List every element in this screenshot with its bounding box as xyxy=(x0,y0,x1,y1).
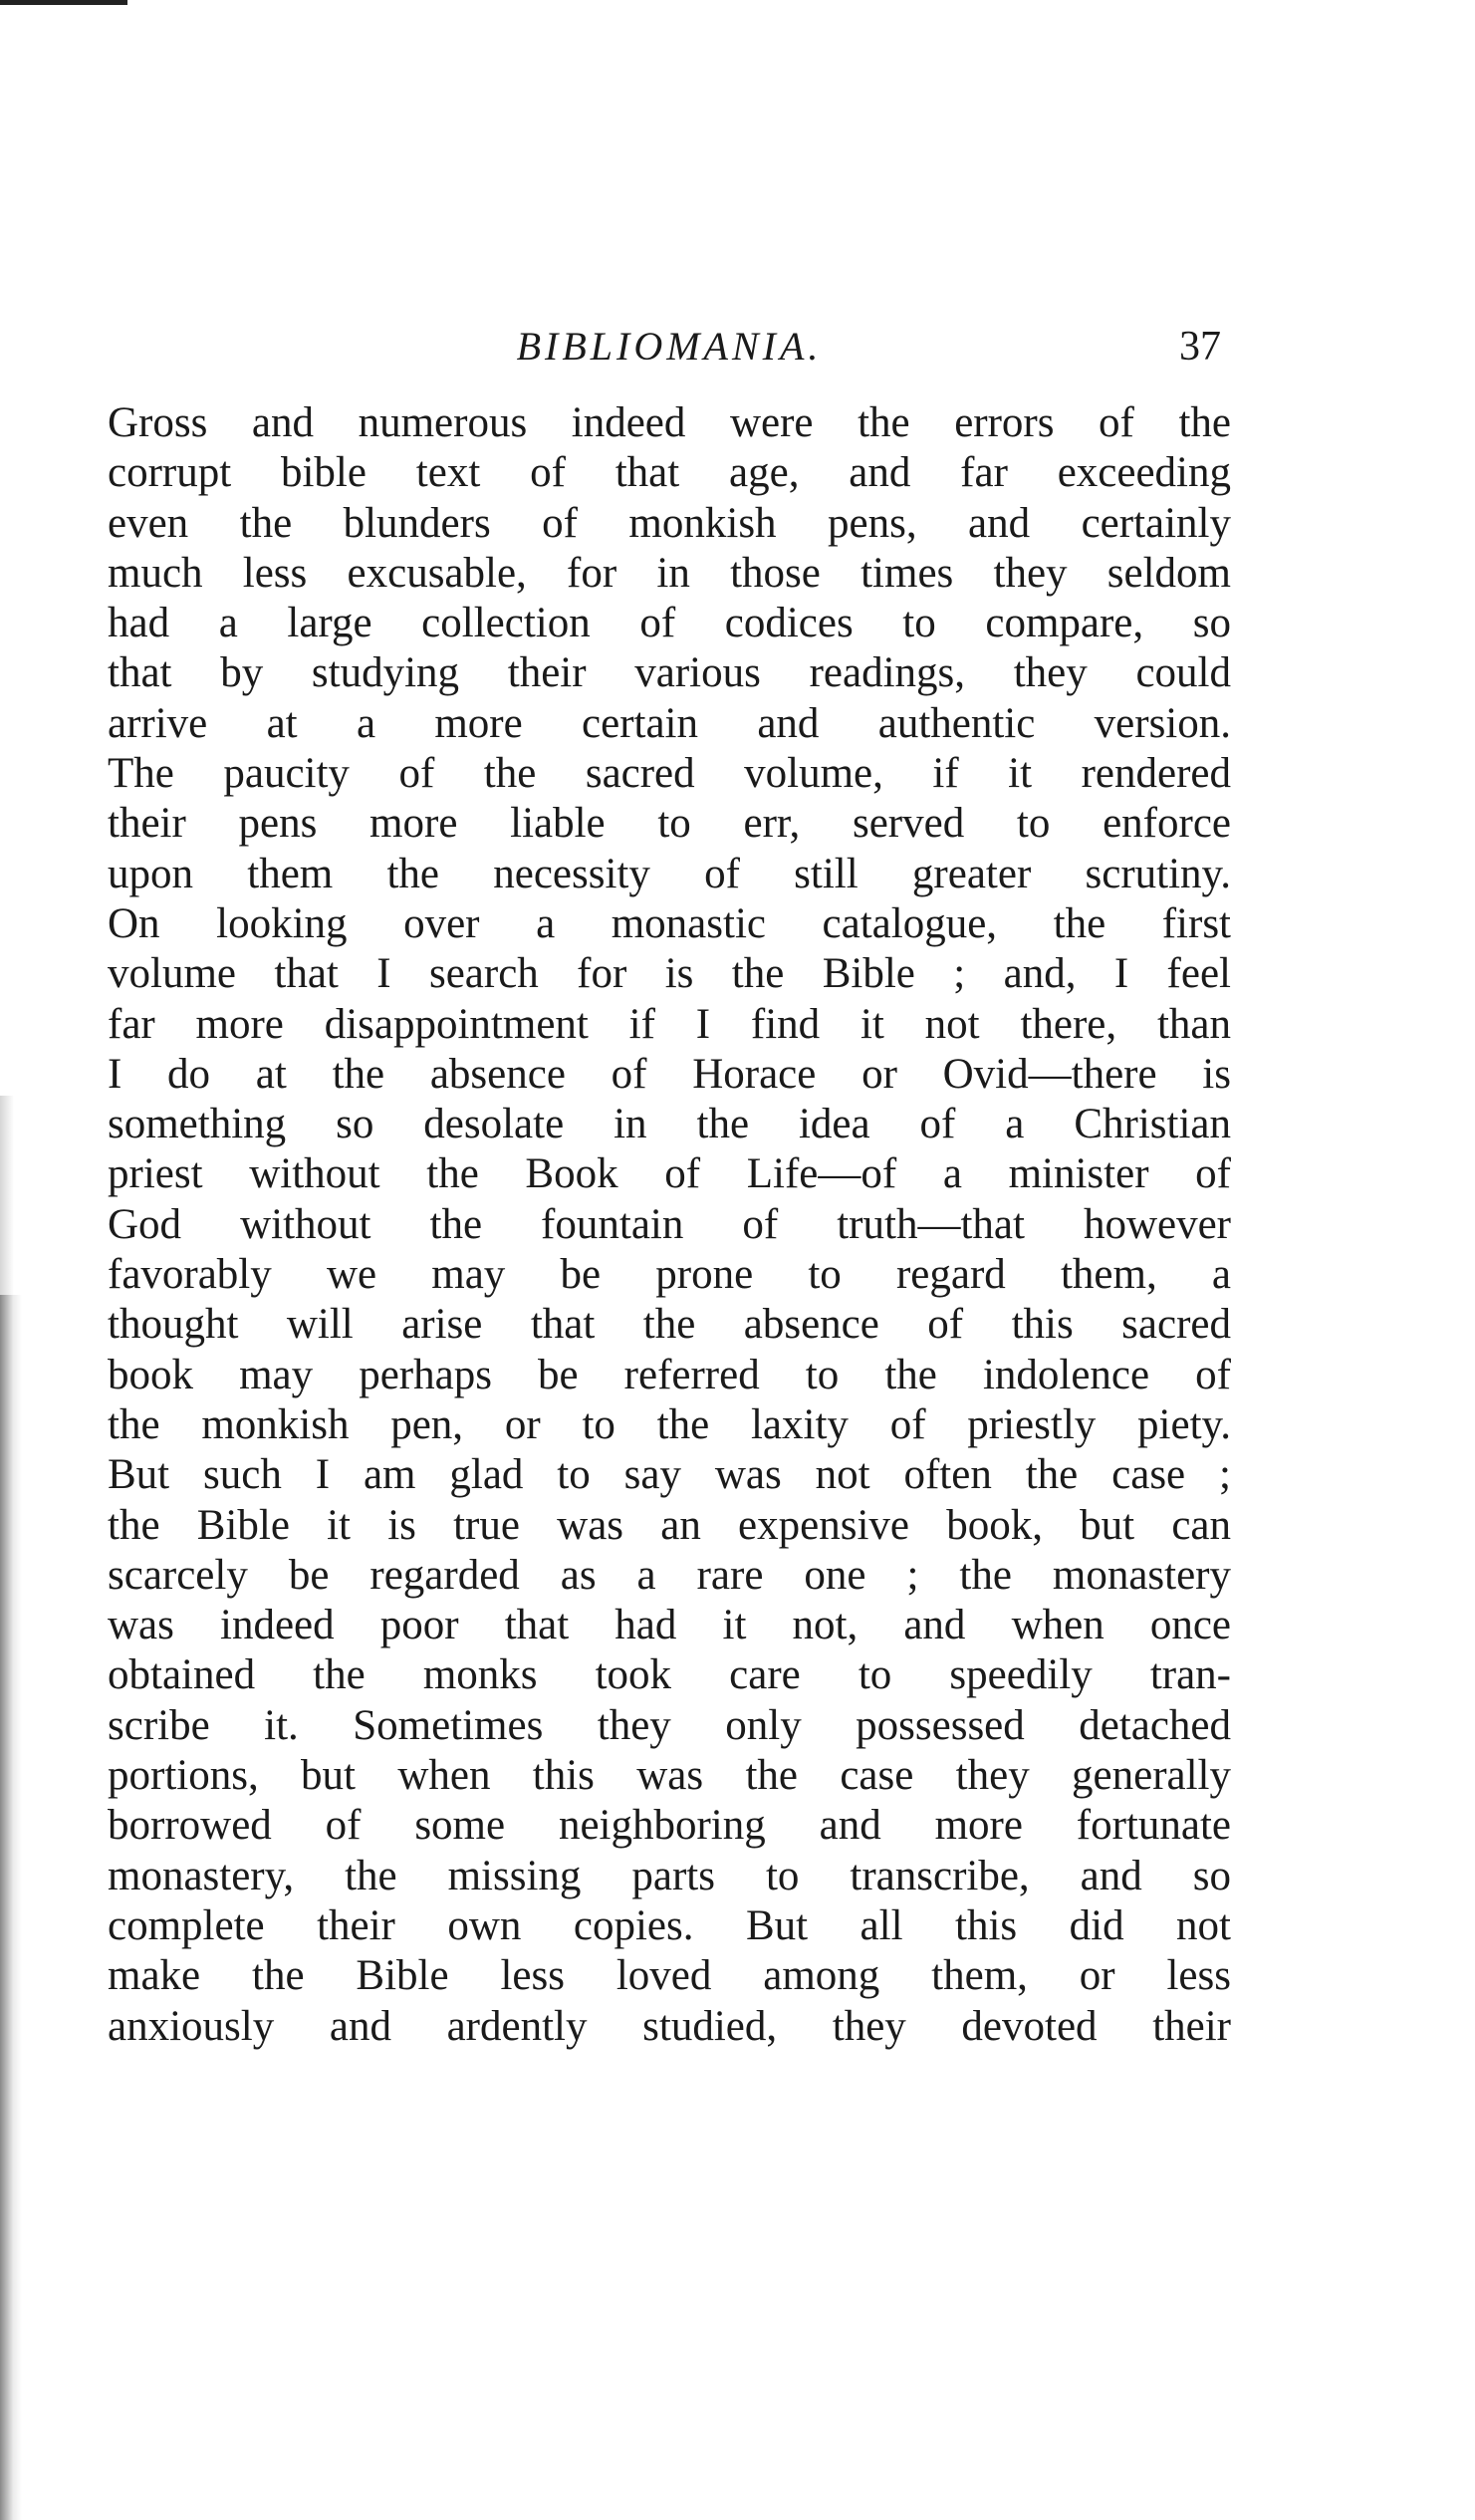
text-line: book may perhaps be referred to the indolence of xyxy=(108,1351,1231,1398)
binding-gutter-shadow-upper xyxy=(0,1096,14,1295)
text-line: portions, but when this was the case they generally xyxy=(108,1752,1231,1800)
binding-gutter-shadow xyxy=(0,1295,22,2520)
text-line: something so desolate in the idea of a Christian xyxy=(108,1101,1231,1148)
text-line: monastery, the missing parts to transcribe, and so xyxy=(108,1852,1231,1899)
scan-edge-mark xyxy=(0,0,127,5)
text-line: anxiously and ardently studied, they devoted their xyxy=(108,2002,1231,2050)
text-line: obtained the monks took care to speedily tran- xyxy=(108,1651,1231,1699)
text-line: But such I am glad to say was not often the case ; xyxy=(108,1451,1231,1499)
text-line: God without the fountain of truth—that however xyxy=(108,1200,1231,1248)
text-line: that by studying their various readings, they could xyxy=(108,649,1231,697)
text-line: thought will arise that the absence of this sacred xyxy=(108,1301,1231,1349)
page-number: 37 xyxy=(1179,324,1221,370)
text-line: much less excusable, for in those times they seldom xyxy=(108,549,1231,597)
text-line: complete their own copies. But all this did not xyxy=(108,1901,1231,1949)
text-line: priest without the Book of Life—of a minister of xyxy=(108,1150,1231,1198)
text-line: make the Bible less loved among them, or less xyxy=(108,1952,1231,2000)
text-line: borrowed of some neighboring and more fortunate xyxy=(108,1802,1231,1850)
text-line: upon them the necessity of still greater scrutiny. xyxy=(108,850,1231,897)
text-line: even the blunders of monkish pens, and certainly xyxy=(108,499,1231,547)
text-line: far more disappointment if I find it not there, than xyxy=(108,1000,1231,1048)
running-title: BIBLIOMANIA. xyxy=(516,324,823,369)
text-line: arrive at a more certain and authentic version. xyxy=(108,699,1231,747)
running-head xyxy=(108,317,1231,377)
text-line: scribe it. Sometimes they only possessed detached xyxy=(108,1701,1231,1749)
text-line: had a large collection of codices to compare, so xyxy=(108,600,1231,647)
text-line: I do at the absence of Horace or Ovid—there is xyxy=(108,1050,1231,1098)
text-line: scarcely be regarded as a rare one ; the monastery xyxy=(108,1551,1231,1599)
text-line: Gross and numerous indeed were the errors of the xyxy=(108,399,1231,446)
body-text xyxy=(108,398,1231,2052)
text-line: was indeed poor that had it not, and when once xyxy=(108,1602,1231,1649)
text-line: favorably we may be prone to regard them, a xyxy=(108,1251,1231,1299)
text-line: their pens more liable to err, served to enforce xyxy=(108,800,1231,848)
text-line: The paucity of the sacred volume, if it rendered xyxy=(108,750,1231,798)
text-line: corrupt bible text of that age, and far exceeding xyxy=(108,449,1231,497)
text-line: On looking over a monastic catalogue, the first xyxy=(108,899,1231,947)
text-line: volume that I search for is the Bible ; and, I feel xyxy=(108,950,1231,998)
text-line: the Bible it is true was an expensive book, but can xyxy=(108,1501,1231,1549)
text-line: the monkish pen, or to the laxity of priestly piety. xyxy=(108,1400,1231,1448)
